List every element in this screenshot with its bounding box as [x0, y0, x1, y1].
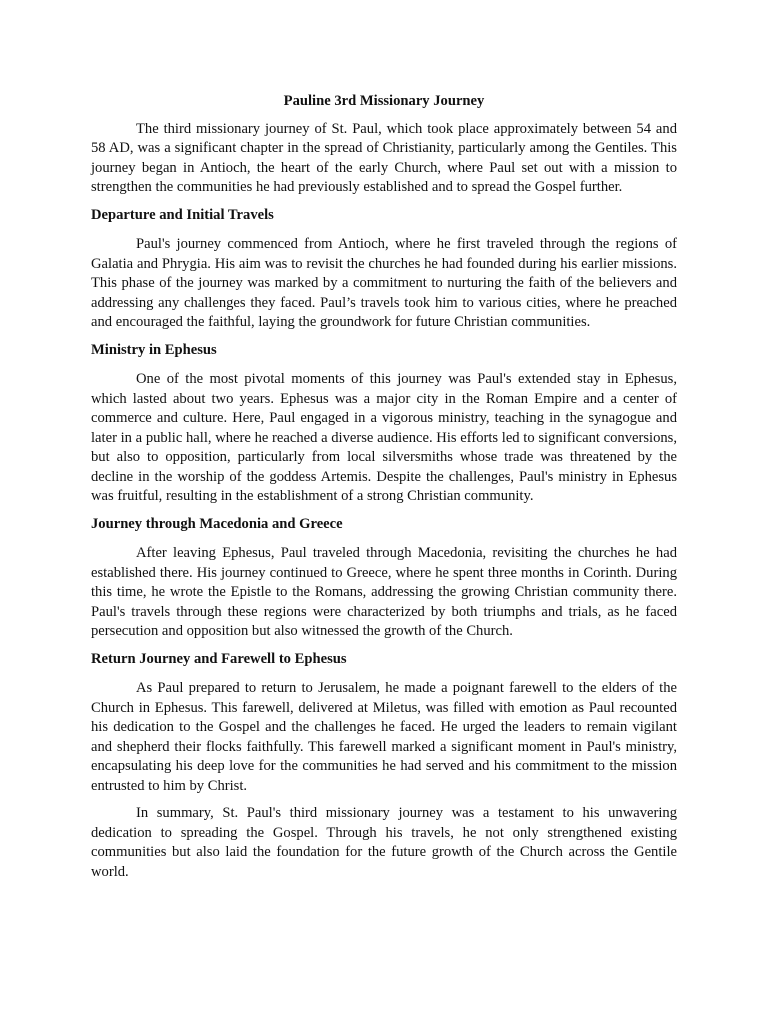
section-heading-ephesus: Ministry in Ephesus	[91, 341, 217, 358]
section-body-ephesus: One of the most pivotal moments of this journey was Paul's extended stay in Ephesus, which lasted about two years. Ephesus was a major city in the Roman Empire and a center of commerce and culture. Here, Paul engaged in a vigorous ministry, teaching in the synagogue and later in a public hall, where he reached a diverse audience. His efforts led to significant conversions, but also to opposition, particularly from local silversmiths whose trade was threatened by the decline in the worship of the goddess Artemis. Despite the challenges, Paul's ministry in Ephesus was fruitful, resulting in the establishment of a strong Christian community.	[91, 371, 677, 504]
section-heading-macedonia-greece: Journey through Macedonia and Greece	[91, 515, 343, 532]
section-heading-departure: Departure and Initial Travels	[91, 206, 274, 223]
intro-paragraph: The third missionary journey of St. Paul, which took place approximately between 54 and 58 AD, was a significant chapter in the spread of Christianity, particularly among the Gentiles. This journey began in Antioch, the heart of the early Church, where Paul set out with a mission to strengthen the communities he had previously established and to spread the Gospel further.	[91, 120, 677, 195]
section-body-macedonia-greece: After leaving Ephesus, Paul traveled through Macedonia, revisiting the churches he had established there. His journey continued to Greece, where he spent three months in Corinth. During this time, he wrote the Epistle to the Romans, addressing the growing Christian community there. Paul's travels through these regions were characterized by both triumphs and trials, as he faced persecution and opposition but also witnessed the growth of the Church.	[91, 545, 677, 639]
document-title: Pauline 3rd Missionary Journey	[283, 93, 485, 109]
section-body-return-farewell: As Paul prepared to return to Jerusalem, he made a poignant farewell to the elders of the Church in Ephesus. This farewell, delivered at Miletus, was filled with emotion as Paul recounted his dedication to the Gospel and the challenges he faced. He urged the leaders to remain vigilant and shepherd their flocks faithfully. This farewell marked a significant moment in Paul's ministry, encapsulating his deep love for the communities he had served and his commitment to the mission entrusted to him by Christ.	[91, 680, 677, 794]
section-body-departure: Paul's journey commenced from Antioch, where he first traveled through the regions of Galatia and Phrygia. His aim was to revisit the churches he had founded during his earlier missions. This phase of the journey was marked by a commitment to nurturing the faith of the believers and addressing any challenges they faced. Paul’s travels took him to various cities, where he preached and encouraged the faithful, laying the groundwork for future Christian communities.	[91, 236, 677, 330]
conclusion-paragraph: In summary, St. Paul's third missionary journey was a testament to his unwavering dedication to spreading the Gospel. Through his travels, he not only strengthened existing communities but also laid the foundation for the future growth of the Church across the Gentile world.	[91, 805, 677, 880]
section-heading-return-farewell: Return Journey and Farewell to Ephesus	[91, 650, 347, 667]
document-page	[91, 92, 677, 890]
